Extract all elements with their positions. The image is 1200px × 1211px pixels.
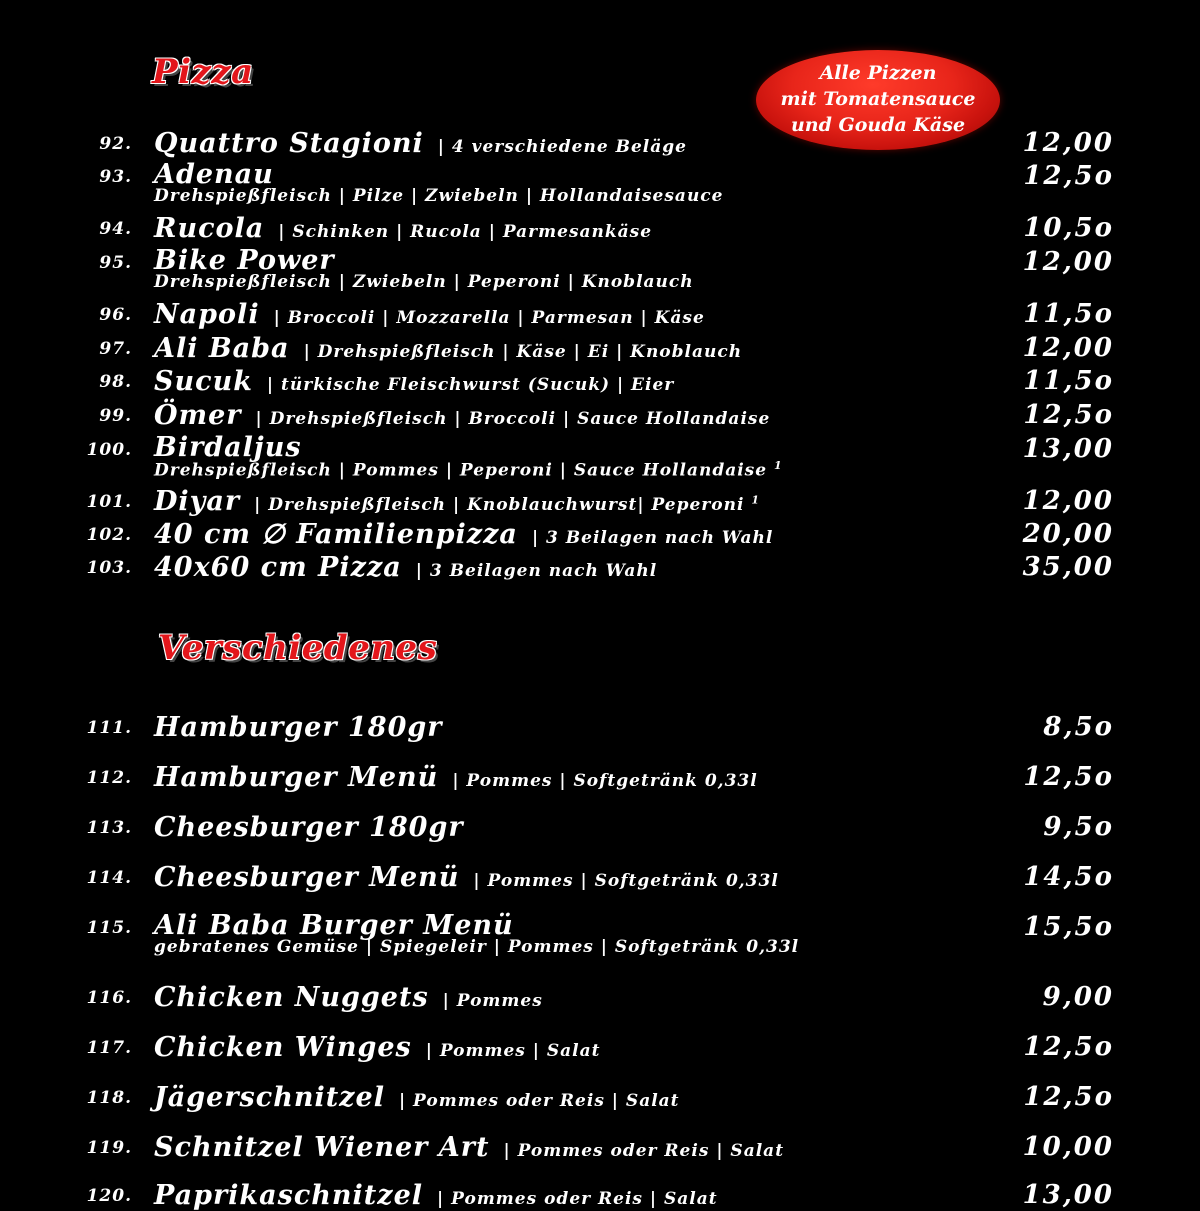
item-number: 94. <box>99 219 132 239</box>
item-description: | Drehspießfleisch | Knoblauchwurst| Peperoni $^1$ <box>254 493 760 515</box>
item-name: Cheesburger Menü | Pommes | Softgetränk 0,33l <box>154 862 779 893</box>
item-number: 103. <box>86 558 132 578</box>
item-description: | Pommes oder Reis | Salat <box>437 1189 718 1209</box>
item-description: | türkische Fleischwurst (Sucuk) | Eier <box>266 375 675 395</box>
item-name: 40x60 cm Pizza | 3 Beilagen nach Wahl <box>154 552 658 583</box>
item-price: 12,00 <box>1022 128 1114 158</box>
item-number: 114. <box>86 868 132 888</box>
item-number: 120. <box>86 1186 132 1206</box>
item-name: Napoli | Broccoli | Mozzarella | Parmesan | Käse <box>154 299 705 330</box>
item-price: 10,5o <box>1023 213 1114 243</box>
item-name: Quattro Stagioni | 4 verschiedene Beläge <box>154 128 687 159</box>
item-number: 117. <box>86 1038 132 1058</box>
item-number: 111. <box>86 718 132 738</box>
item-price: 11,5o <box>1023 366 1114 396</box>
item-description: | Drehspießfleisch | Käse | Ei | Knoblauch <box>303 342 743 362</box>
item-description: | Pommes <box>442 991 543 1011</box>
item-number: 98. <box>99 372 132 392</box>
item-price: 12,5o <box>1023 762 1114 792</box>
item-name: Sucuk | türkische Fleischwurst (Sucuk) | Eier <box>154 366 675 397</box>
item-description: Drehspießfleisch | Pilze | Zwiebeln | Hollandaisesauce <box>154 186 724 206</box>
item-number: 113. <box>86 818 132 838</box>
item-description: | Pommes | Softgetränk 0,33l <box>452 771 758 791</box>
item-number: 95. <box>99 253 132 273</box>
item-description: Drehspießfleisch | Pommes | Peperoni | Sauce Hollandaise $^1$ <box>154 459 783 481</box>
item-price: 12,5o <box>1023 400 1114 430</box>
item-name: Bike Power <box>154 245 335 276</box>
item-number: 116. <box>86 988 132 1008</box>
item-description: gebratenes Gemüse | Spiegeleir | Pommes | Softgetränk 0,33l <box>154 937 800 957</box>
item-number: 96. <box>99 305 132 325</box>
item-price: 11,5o <box>1023 299 1114 329</box>
item-description: | 3 Beilagen nach Wahl <box>531 528 774 548</box>
item-number: 119. <box>86 1138 132 1158</box>
item-description: | Pommes | Salat <box>425 1041 601 1061</box>
item-number: 97. <box>99 339 132 359</box>
item-name: Paprikaschnitzel | Pommes oder Reis | Salat <box>154 1180 718 1211</box>
item-description: | 3 Beilagen nach Wahl <box>415 561 658 581</box>
item-number: 99. <box>99 406 132 426</box>
item-number: 112. <box>86 768 132 788</box>
badge-line: und Gouda Käse <box>790 114 966 136</box>
section-title-verschiedenes: Verschiedenes <box>158 628 438 668</box>
item-description: | Pommes | Softgetränk 0,33l <box>473 871 779 891</box>
item-name: 40 cm ∅ Familienpizza | 3 Beilagen nach Wahl <box>154 519 774 550</box>
item-price: 20,00 <box>1022 519 1114 549</box>
item-price: 12,00 <box>1022 333 1114 363</box>
footnote-marker: 1 <box>751 493 760 507</box>
item-number: 115. <box>86 918 132 938</box>
item-name: Cheesburger 180gr <box>154 812 464 843</box>
item-price: 12,00 <box>1022 247 1114 277</box>
item-number: 100. <box>86 440 132 460</box>
item-description: Drehspießfleisch | Zwiebeln | Peperoni | Knoblauch <box>154 272 694 292</box>
item-name: Rucola | Schinken | Rucola | Parmesankäse <box>154 213 653 244</box>
item-price: 15,5o <box>1023 912 1114 942</box>
item-name: Hamburger 180gr <box>154 712 443 743</box>
item-price: 12,5o <box>1023 161 1114 191</box>
item-price: 14,5o <box>1023 862 1114 892</box>
item-name: Ömer | Drehspießfleisch | Broccoli | Sauce Hollandaise <box>154 400 771 431</box>
item-name: Chicken Nuggets | Pommes <box>154 982 543 1013</box>
section-title-pizza: Pizza <box>152 52 254 92</box>
badge-line: Alle Pizzen <box>819 62 937 84</box>
item-name: Jägerschnitzel | Pommes oder Reis | Salat <box>154 1082 680 1113</box>
item-number: 102. <box>86 525 132 545</box>
item-number: 93. <box>99 167 132 187</box>
pizza-info-badge <box>756 50 1000 150</box>
item-price: 12,5o <box>1023 1032 1114 1062</box>
item-price: 9,00 <box>1042 982 1114 1012</box>
badge-line: mit Tomatensauce <box>780 88 976 110</box>
item-description: | Pommes oder Reis | Salat <box>503 1141 785 1161</box>
item-number: 92. <box>99 134 132 154</box>
item-name: Chicken Winges | Pommes | Salat <box>154 1032 601 1063</box>
item-name: Birdaljus <box>154 432 302 463</box>
item-description: | Schinken | Rucola | Parmesankäse <box>278 222 653 242</box>
item-description: | Pommes oder Reis | Salat <box>398 1091 680 1111</box>
item-price: 35,00 <box>1022 552 1114 582</box>
item-number: 101. <box>86 492 132 512</box>
item-description: | Drehspießfleisch | Broccoli | Sauce Hollandaise <box>255 409 771 429</box>
item-price: 13,00 <box>1022 434 1114 464</box>
footnote-marker: 1 <box>774 459 783 472</box>
item-price: 10,00 <box>1022 1132 1114 1162</box>
item-name: Diyar | Drehspießfleisch | Knoblauchwurst| Peperoni $^1$ <box>154 486 760 517</box>
item-name: Adenau <box>154 159 274 190</box>
item-number: 118. <box>86 1088 132 1108</box>
item-price: 13,00 <box>1022 1180 1114 1210</box>
item-description: | Broccoli | Mozzarella | Parmesan | Käse <box>273 308 705 328</box>
item-name: Hamburger Menü | Pommes | Softgetränk 0,33l <box>154 762 758 793</box>
item-name: Schnitzel Wiener Art | Pommes oder Reis | Salat <box>154 1132 785 1163</box>
item-description: | 4 verschiedene Beläge <box>437 137 687 157</box>
item-price: 12,5o <box>1023 1082 1114 1112</box>
item-price: 12,00 <box>1022 486 1114 516</box>
item-price: 8,5o <box>1043 712 1114 742</box>
item-price: 9,5o <box>1043 812 1114 842</box>
item-name: Ali Baba | Drehspießfleisch | Käse | Ei | Knoblauch <box>154 333 743 364</box>
item-name: Ali Baba Burger Menü <box>154 910 514 941</box>
